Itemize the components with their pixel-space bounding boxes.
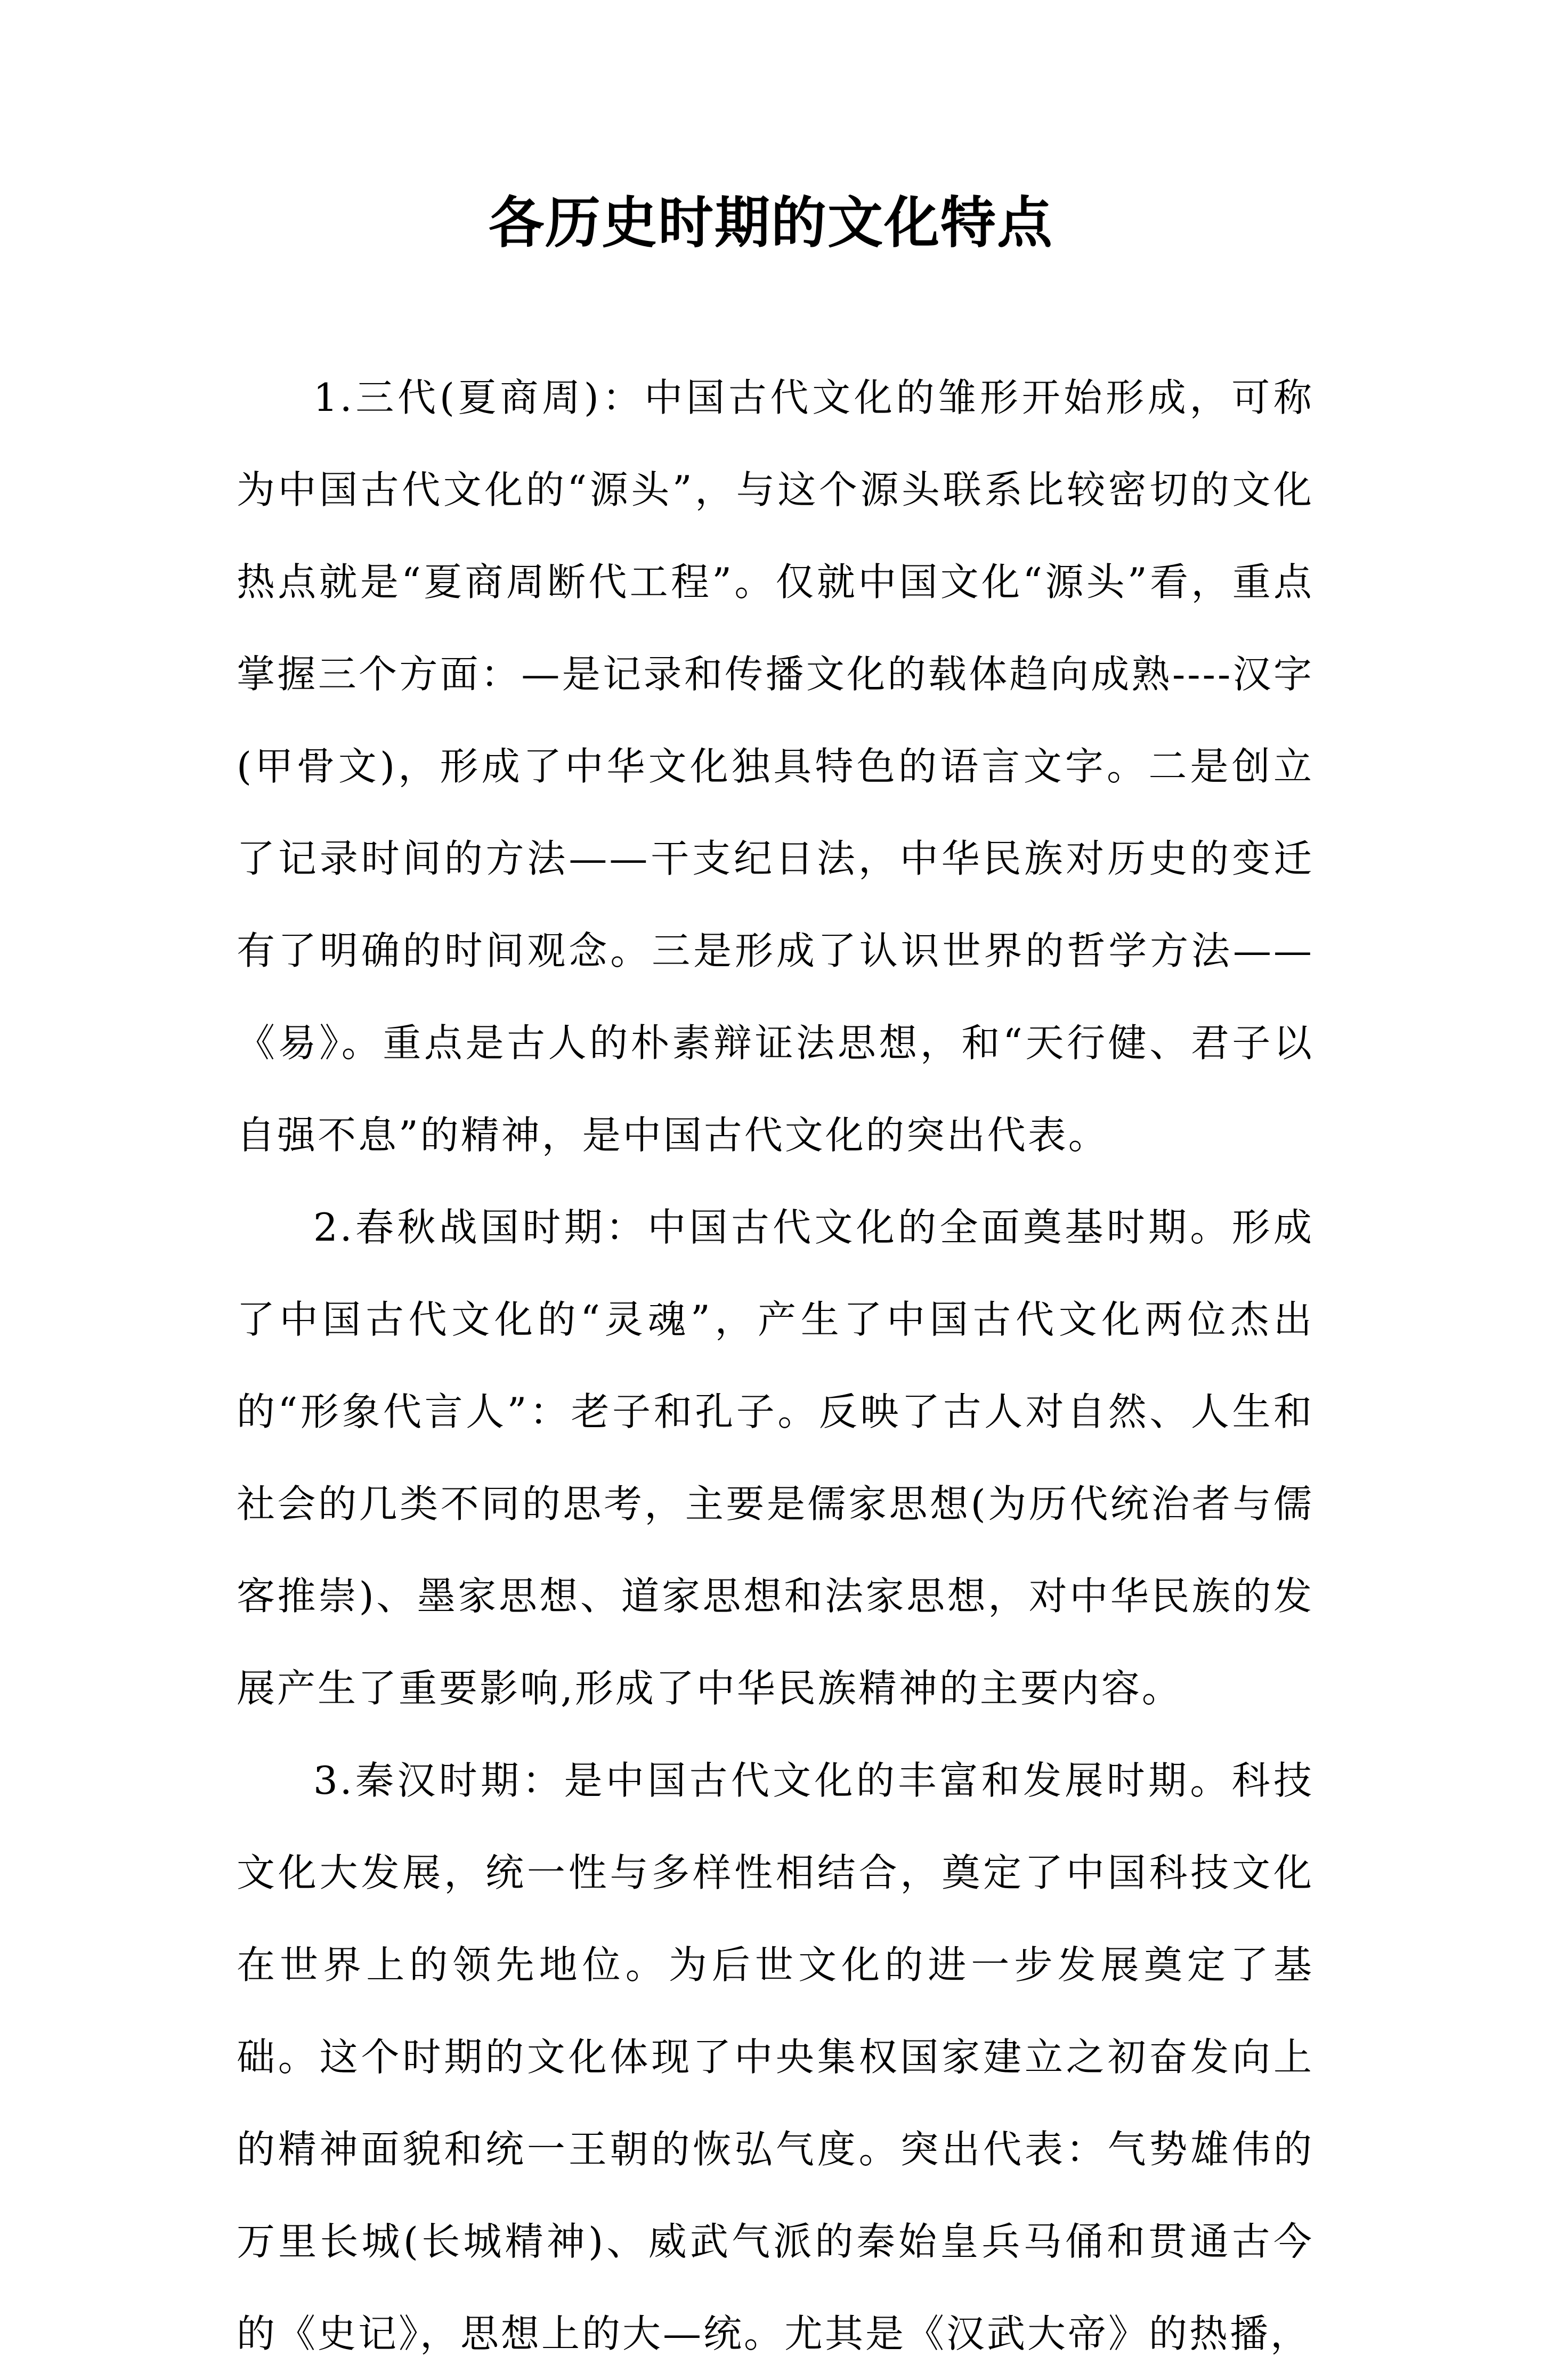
- paragraph-1: 1.三代(夏商周)：中国古代文化的雏形开始形成，可称为中国古代文化的“源头”，与这个源头联系比较密切的文化热点就是“夏商周断代工程”。仅就中国文化“源头”看，重点掌握三个方面：—是记录和传播文化的载体趋向成熟----汉字(甲骨文)，形成了中华文化独具特色的语言文字。二是创立了记录时间的方法——干支纪日法，中华民族对历史的变迁有了明确的时间观念。三是形成了认识世界的哲学方法——《易》。重点是古人的朴素辩证法思想，和“天行健、君子以自强不息”的精神，是中国古代文化的突出代表。: [237, 375, 1314, 1157]
- document-title: 各历史时期的文化特点: [488, 190, 1053, 255]
- paragraph-3: 3.秦汉时期：是中国古代文化的丰富和发展时期。科技文化大发展，统一性与多样性相结合，奠定了中国科技文化在世界上的领先地位。为后世文化的进一步发展奠定了基础。这个时期的文化体现了中央集权国家建立之初奋发向上的精神面貌和统一王朝的恢弘气度。突出代表：气势雄伟的万里长城(长城精神)、威武气派的秦始皇兵马俑和贯通古今的《史记》，思想上的大—统。尤其是《汉武大帝》的热播，: [237, 1758, 1314, 2356]
- paragraph-2: 2.春秋战国时期：中国古代文化的全面奠基时期。形成了中国古代文化的“灵魂”，产生了中国古代文化两位杰出的“形象代言人”：老子和孔子。反映了古人对自然、人生和社会的几类不同的思考，主要是儒家思想(为历代统治者与儒客推崇)、墨家思想、道家思想和法家思想，对中华民族的发展产生了重要影响,形成了中华民族精神的主要内容。: [237, 1205, 1314, 1711]
- document-body: [237, 352, 1314, 2380]
